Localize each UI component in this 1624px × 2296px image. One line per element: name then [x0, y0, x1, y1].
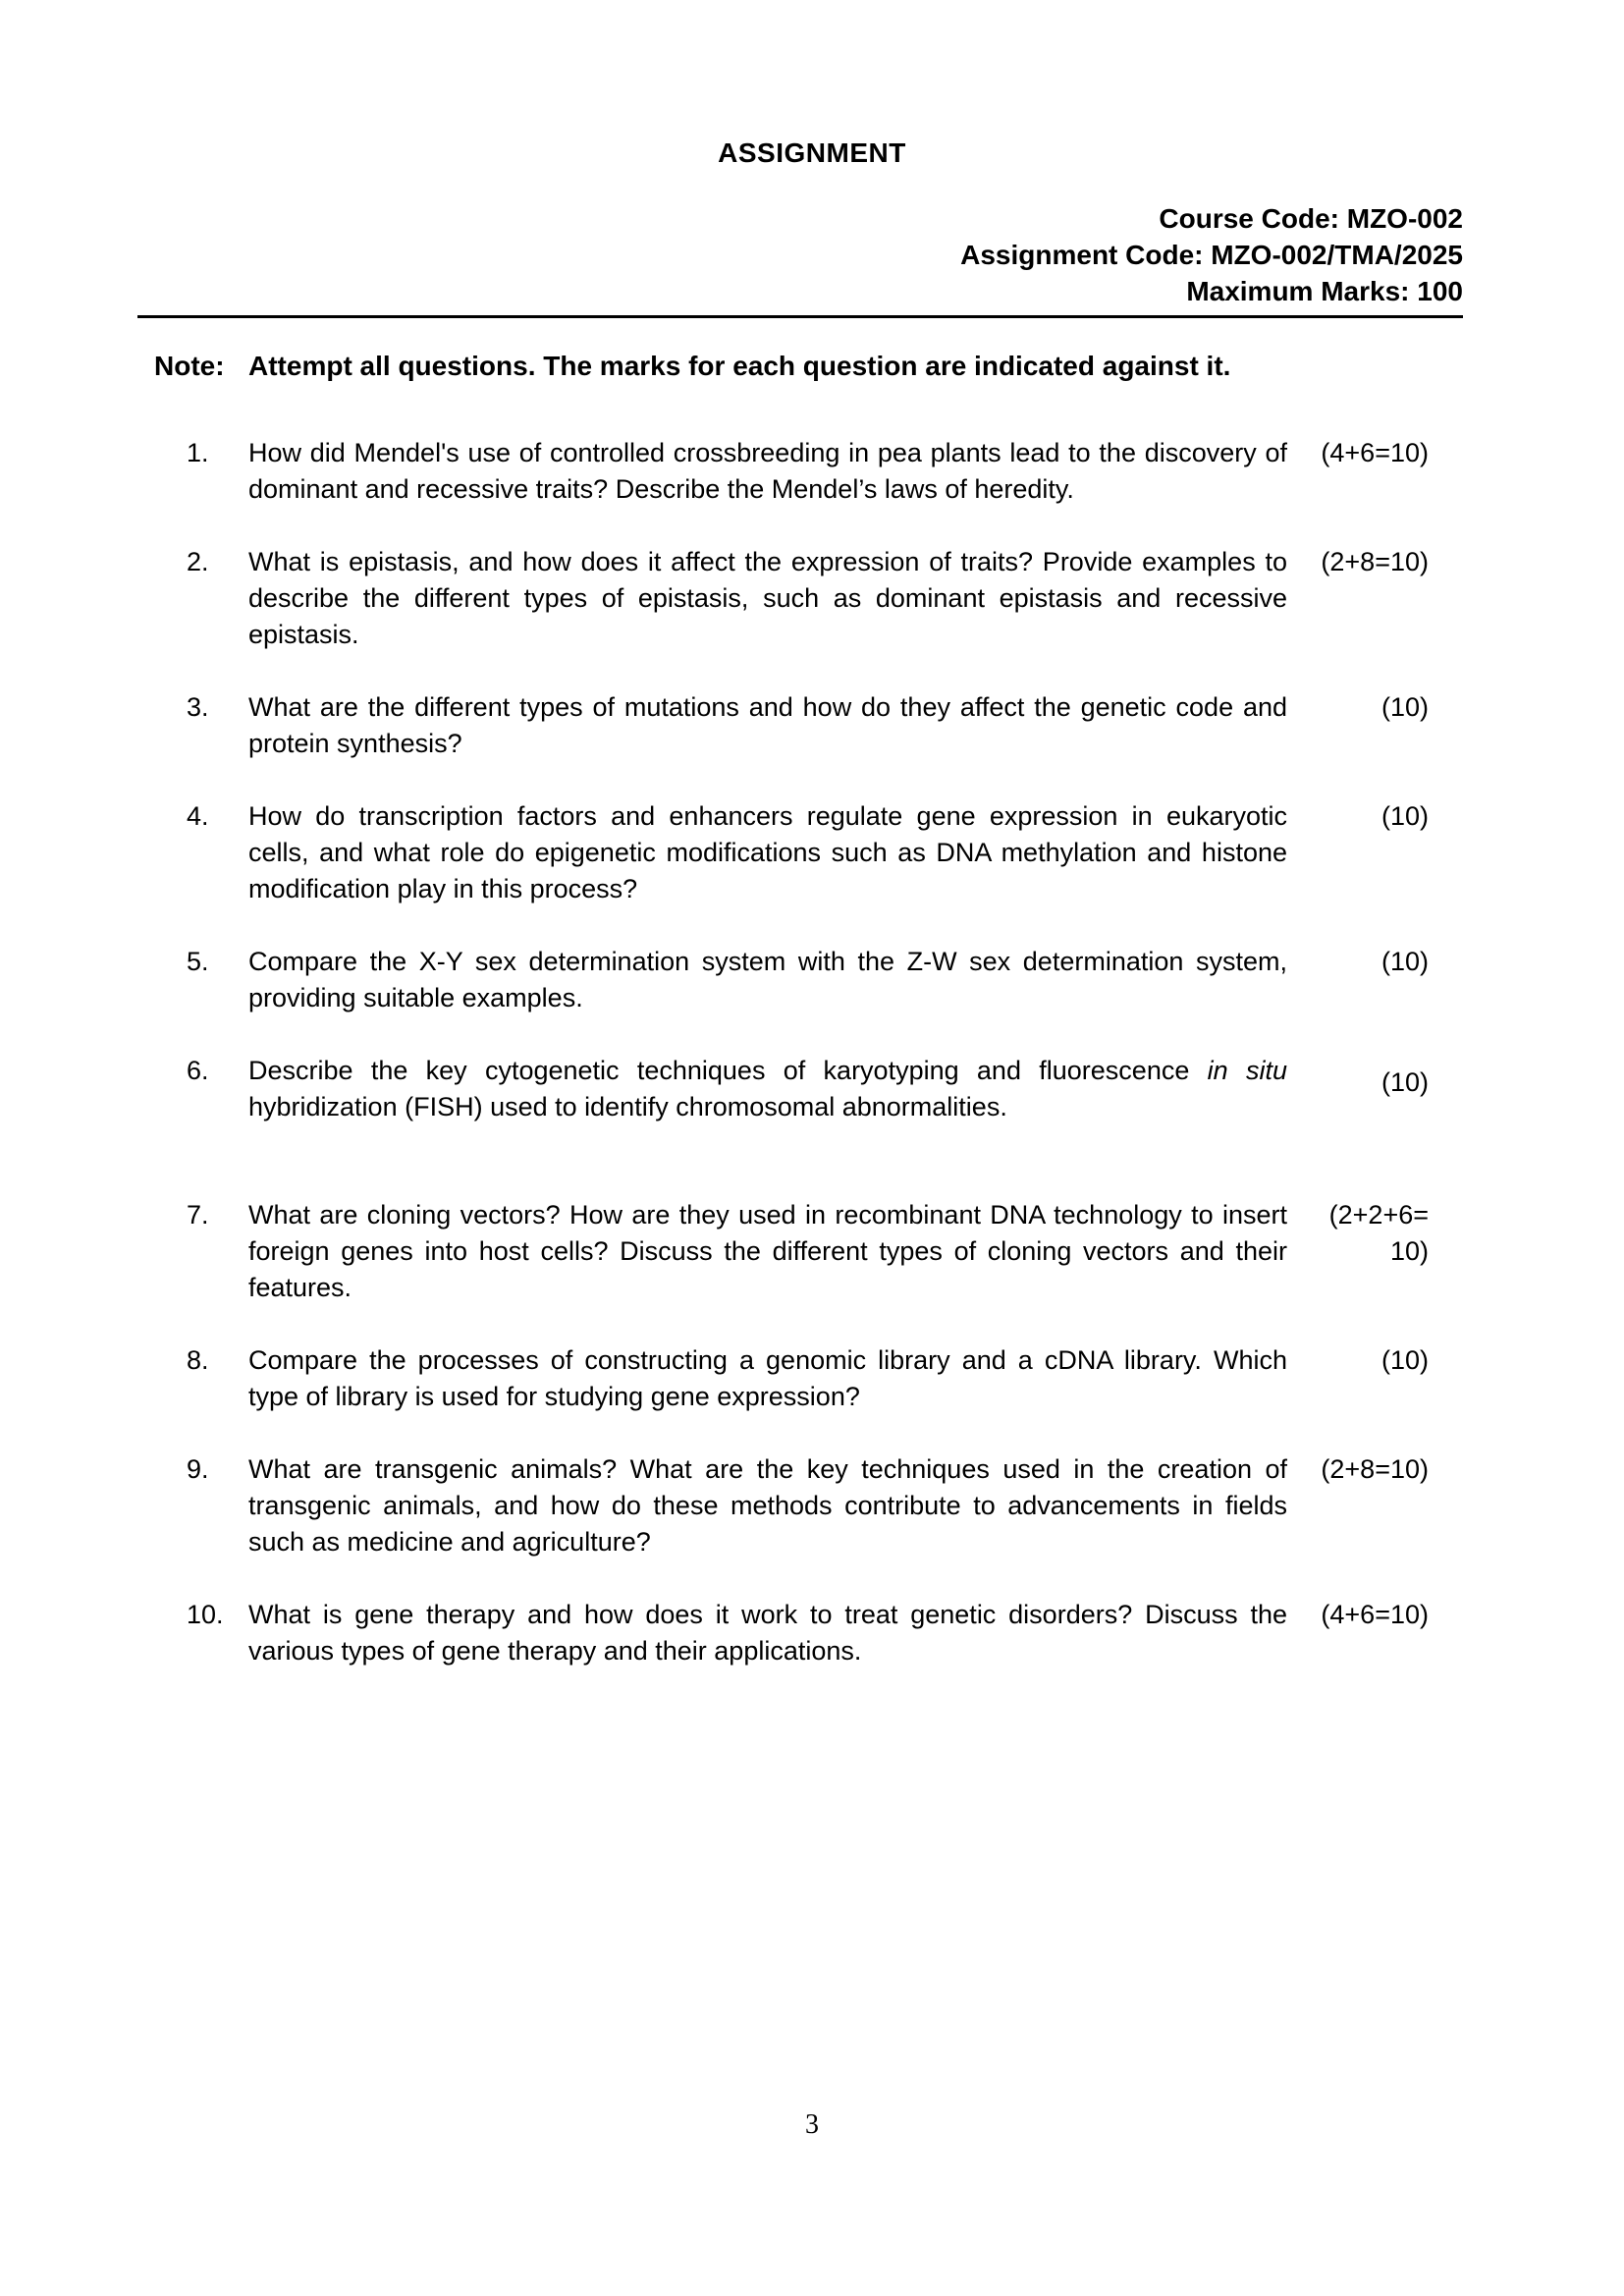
- question-marks: (10): [1380, 801, 1429, 831]
- question-text: Compare the X-Y sex determination system with the Z-W sex determination system, providing suitable examples.: [248, 947, 1287, 1012]
- question-text: What are the different types of mutations and how do they affect the genetic code and protein synthesis?: [248, 692, 1287, 758]
- question-row-6: [137, 1053, 1463, 1125]
- question-text-segment: Describe the key cytogenetic techniques of karyotyping and fluorescence: [248, 1056, 1208, 1085]
- course-code-line: Course Code: MZO-002: [1159, 203, 1463, 234]
- note-label: Note:: [154, 351, 225, 381]
- question-marks: (2+8=10): [1321, 547, 1429, 576]
- question-text: [248, 1053, 1287, 1125]
- question-marks: (4+6=10): [1321, 438, 1429, 467]
- question-number: 8.: [187, 1345, 209, 1375]
- question-row-7: [137, 1197, 1463, 1306]
- question-row-8: [137, 1342, 1463, 1415]
- question-row-2: [137, 544, 1463, 653]
- question-text: How do transcription factors and enhancers regulate gene expression in eukaryotic cells, and what role do epigenetic modifications such as DNA methylation and histone modification play in this process?: [248, 801, 1287, 903]
- question-number: 5.: [187, 947, 209, 976]
- question-row-1: [137, 435, 1463, 508]
- page-number: 3: [805, 2109, 819, 2140]
- question-marks: (10): [1380, 1067, 1429, 1097]
- header-info-block: [137, 200, 1463, 309]
- question-number: 9.: [187, 1454, 209, 1484]
- question-row-5: [137, 944, 1463, 1016]
- question-text: What is epistasis, and how does it affect the expression of traits? Provide examples to describe the different types of epistasis, such as dominant epistasis and recessive epistasis.: [248, 547, 1287, 649]
- question-marks: (10): [1380, 947, 1429, 976]
- question-row-9: [137, 1451, 1463, 1560]
- content-area: [137, 200, 1463, 1669]
- note-text: Attempt all questions. The marks for each question are indicated against it.: [248, 351, 1231, 381]
- question-text-italic-segment: in situ: [1207, 1056, 1287, 1085]
- question-marks: (10): [1380, 692, 1429, 722]
- question-text-segment: hybridization (FISH) used to identify chromosomal abnormalities.: [248, 1092, 1007, 1121]
- question-text: Compare the processes of constructing a genomic library and a cDNA library. Which type of library is used for studying gene expression?: [248, 1345, 1287, 1411]
- horizontal-divider: [137, 315, 1463, 318]
- question-row-3: [137, 689, 1463, 762]
- question-text: What are transgenic animals? What are the key techniques used in the creation of transgenic animals, and how do these methods contribute to advancements in fields such as medicine and agriculture?: [248, 1454, 1287, 1557]
- question-number: 10.: [187, 1600, 224, 1629]
- note-row: [137, 348, 1463, 384]
- question-text: What are cloning vectors? How are they used in recombinant DNA technology to insert foreign genes into host cells? Discuss the different types of cloning vectors and their features.: [248, 1200, 1287, 1302]
- question-number: 6.: [187, 1056, 209, 1085]
- question-marks: (2+8=10): [1321, 1454, 1429, 1484]
- maximum-marks-line: Maximum Marks: 100: [1186, 276, 1463, 306]
- question-marks: (10): [1380, 1345, 1429, 1375]
- question-number: 7.: [187, 1200, 209, 1230]
- question-number: 1.: [187, 438, 209, 467]
- question-marks: (2+2+6= 10): [1328, 1200, 1429, 1266]
- question-row-10: [137, 1597, 1463, 1669]
- question-number: 4.: [187, 801, 209, 831]
- question-marks: (4+6=10): [1321, 1600, 1429, 1629]
- question-row-4: [137, 798, 1463, 907]
- assignment-code-line: Assignment Code: MZO-002/TMA/2025: [960, 240, 1463, 270]
- page-title: ASSIGNMENT: [718, 137, 906, 168]
- question-text: What is gene therapy and how does it work to treat genetic disorders? Discuss the various types of gene therapy and their applications.: [248, 1600, 1287, 1666]
- question-number: 2.: [187, 547, 209, 576]
- question-number: 3.: [187, 692, 209, 722]
- question-text: How did Mendel's use of controlled crossbreeding in pea plants lead to the discovery of dominant and recessive traits? Describe the Mendel’s laws of heredity.: [248, 438, 1287, 504]
